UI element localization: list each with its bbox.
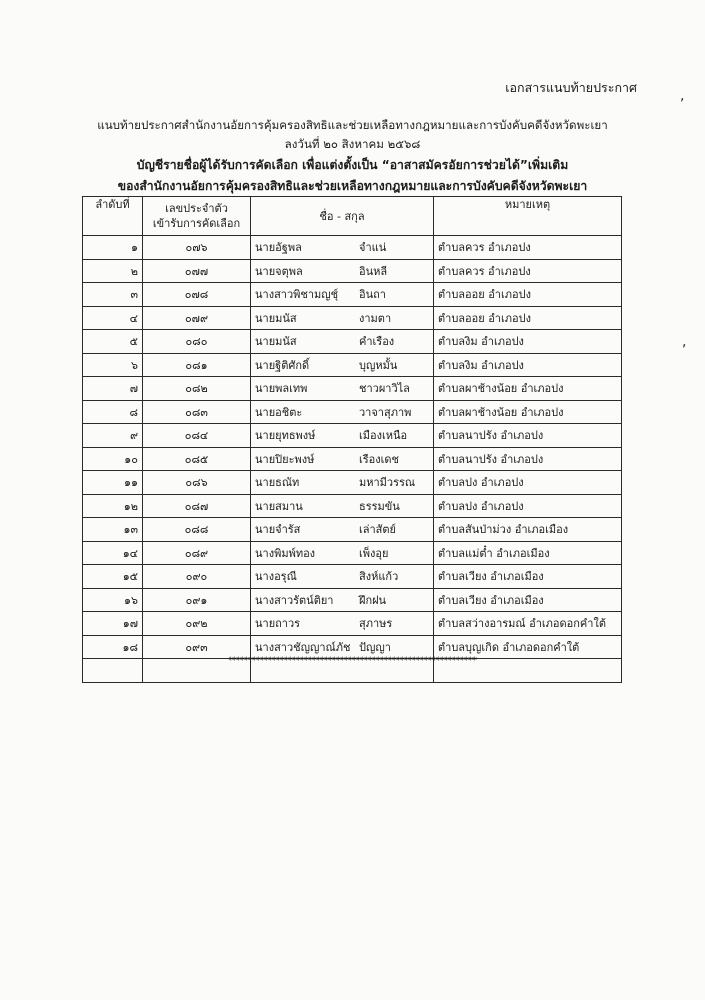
- candidate-code: ๐๗๗: [143, 259, 251, 283]
- first-name: นายมนัส: [255, 335, 297, 349]
- table-row: [83, 588, 622, 612]
- header-code: [143, 197, 251, 236]
- first-name: นายถาวร: [255, 617, 301, 631]
- candidate-code: ๐๙๑: [143, 588, 251, 612]
- row-number: ๑๑: [83, 471, 143, 495]
- row-number: ๑: [83, 236, 143, 260]
- remark: ตำบลงิม อำเภอปง: [434, 330, 622, 354]
- header-note: หมายเหตุ: [434, 197, 622, 236]
- row-number: ๕: [83, 330, 143, 354]
- candidate-code: ๐๘๓: [143, 400, 251, 424]
- full-name-cell: [251, 494, 434, 518]
- table-row: [83, 612, 622, 636]
- full-name-cell: [251, 259, 434, 283]
- full-name-cell: [251, 471, 434, 495]
- candidate-code: ๐๘๒: [143, 377, 251, 401]
- full-name-cell: [251, 635, 434, 659]
- last-name: เรืองเดช: [359, 452, 400, 466]
- first-name: นางสาวชัญญาณ์ภัช: [255, 640, 351, 654]
- last-name: ธรรมขัน: [359, 499, 400, 513]
- attachment-label: เอกสารแนบท้ายประกาศ: [505, 80, 637, 95]
- remark: ตำบลออย อำเภอปง: [434, 283, 622, 307]
- table-row: [83, 400, 622, 424]
- footer-divider: **************************************************************: [228, 656, 477, 666]
- full-name-cell: [251, 377, 434, 401]
- table-row: [83, 236, 622, 260]
- candidate-code: ๐๙๓: [143, 635, 251, 659]
- full-name-cell: [251, 518, 434, 542]
- last-name: ชาวผาวิไล: [359, 382, 410, 396]
- full-name-cell: [251, 447, 434, 471]
- remark: ตำบลสว่างอารมณ์ อำเภอดอกคำใต้: [434, 612, 622, 636]
- row-number: ๑๒: [83, 494, 143, 518]
- first-name: นายฐิติศักดิ์: [255, 358, 310, 372]
- remark: ตำบลปง อำเภอปง: [434, 494, 622, 518]
- last-name: ฝึกฝน: [359, 593, 387, 607]
- first-name: นายอชิตะ: [255, 405, 303, 419]
- full-name-cell: [251, 612, 434, 636]
- remark: ตำบลผาช้างน้อย อำเภอปง: [434, 377, 622, 401]
- row-number: ๖: [83, 353, 143, 377]
- full-name-cell: [251, 236, 434, 260]
- first-name: นางสาวรัตน์ติยา: [255, 593, 334, 607]
- first-name: นายสมาน: [255, 499, 303, 513]
- table-row: [83, 541, 622, 565]
- row-number: ๑๓: [83, 518, 143, 542]
- last-name: สุภาษร: [359, 617, 393, 631]
- remark: ตำบลสันป่าม่วง อำเภอเมือง: [434, 518, 622, 542]
- table-row: [83, 377, 622, 401]
- last-name: สิงห์แก้ว: [359, 570, 399, 584]
- row-number: ๑๗: [83, 612, 143, 636]
- remark: ตำบลงิม อำเภอปง: [434, 353, 622, 377]
- candidate-code: ๐๘๔: [143, 424, 251, 448]
- header-announcement-line: แนบท้ายประกาศสำนักงานอัยการคุ้มครองสิทธิและช่วยเหลือทางกฎหมายและการบังคับคดีจังหวัดพะเยา: [97, 118, 608, 132]
- first-name: นายพลเทพ: [255, 382, 308, 396]
- header-date-line: ลงวันที่ ๒๐ สิงหาคม ๒๕๖๘: [284, 137, 421, 151]
- first-name: นายยุทธพงษ์: [255, 429, 316, 443]
- document-title: บัญชีรายชื่อผู้ได้รับการคัดเลือก เพื่อแต่งตั้งเป็น “อาสาสมัครอัยการช่วยได้”เพิ่มเติม: [136, 158, 569, 172]
- last-name: คำเรือง: [359, 335, 395, 349]
- first-name: นางสาวพิชามญชุ์: [255, 288, 339, 302]
- candidate-code: ๐๘๑: [143, 353, 251, 377]
- row-number: ๘: [83, 400, 143, 424]
- last-name: งามตา: [359, 311, 392, 325]
- stray-mark-mid: ,: [682, 334, 687, 350]
- stray-mark-top: ,: [680, 88, 685, 104]
- row-number: ๑๘: [83, 635, 143, 659]
- header-name: ชื่อ - สกุล: [251, 197, 434, 236]
- first-name: นายจำรัส: [255, 523, 301, 537]
- roster-body: [83, 236, 622, 683]
- table-row: [83, 565, 622, 589]
- row-number: ๑๖: [83, 588, 143, 612]
- last-name: บุญหมั้น: [359, 358, 398, 372]
- full-name-cell: [251, 283, 434, 307]
- remark: ตำบลเวียง อำเภอเมือง: [434, 565, 622, 589]
- remark: ตำบลนาปรัง อำเภอปง: [434, 424, 622, 448]
- last-name: อินถา: [359, 288, 386, 302]
- table-row: [83, 283, 622, 307]
- table-row: [83, 518, 622, 542]
- full-name-cell: [251, 400, 434, 424]
- last-name: มหามีวรรณ: [359, 476, 416, 490]
- remark: ตำบลควร อำเภอปง: [434, 259, 622, 283]
- candidate-code: ๐๘๘: [143, 518, 251, 542]
- full-name-cell: [251, 330, 434, 354]
- first-name: นายมนัส: [255, 311, 297, 325]
- candidate-code: ๐๘๗: [143, 494, 251, 518]
- full-name-cell: [251, 306, 434, 330]
- remark: ตำบลบุญเกิด อำเภอดอกคำใต้: [434, 635, 622, 659]
- full-name-cell: [251, 588, 434, 612]
- table-row: [83, 424, 622, 448]
- candidate-code: ๐๙๒: [143, 612, 251, 636]
- remark: ตำบลออย อำเภอปง: [434, 306, 622, 330]
- last-name: เพ็งอุย: [359, 546, 389, 560]
- remark: ตำบลปง อำเภอปง: [434, 471, 622, 495]
- remark: ตำบลเวียง อำเภอเมือง: [434, 588, 622, 612]
- full-name-cell: [251, 565, 434, 589]
- first-name: นายจตุพล: [255, 264, 303, 278]
- full-name-cell: [251, 424, 434, 448]
- table-row: [83, 494, 622, 518]
- table-row: [83, 471, 622, 495]
- table-header-row: [83, 197, 622, 236]
- candidate-code: ๐๘๖: [143, 471, 251, 495]
- row-number: ๙: [83, 424, 143, 448]
- last-name: อินหลี: [359, 264, 388, 278]
- full-name-cell: [251, 353, 434, 377]
- header-code-line2: เข้ารับการคัดเลือก: [152, 217, 241, 230]
- table-row: [83, 306, 622, 330]
- table-row: [83, 259, 622, 283]
- table-row: [83, 330, 622, 354]
- last-name: เมืองเหนือ: [359, 429, 408, 443]
- candidate-code: ๐๘๕: [143, 447, 251, 471]
- row-number: ๑๔: [83, 541, 143, 565]
- last-name: จำแน่: [359, 241, 387, 255]
- table-row: [83, 353, 622, 377]
- remark: ตำบลควร อำเภอปง: [434, 236, 622, 260]
- row-number: ๒: [83, 259, 143, 283]
- remark: ตำบลผาช้างน้อย อำเภอปง: [434, 400, 622, 424]
- first-name: นายอัฐพล: [255, 241, 302, 255]
- first-name: นางพิมพ์ทอง: [255, 546, 316, 560]
- table-row: [83, 447, 622, 471]
- remark: ตำบลแม่ต๋ำ อำเภอเมือง: [434, 541, 622, 565]
- last-name: วาจาสุภาพ: [359, 405, 412, 419]
- document-subtitle: ของสำนักงานอัยการคุ้มครองสิทธิและช่วยเหลือทางกฎหมายและการบังคับคดีจังหวัดพะเยา: [117, 179, 588, 193]
- first-name: นายปิยะพงษ์: [255, 452, 315, 466]
- first-name: นายธณัท: [255, 476, 300, 490]
- roster-table: [82, 196, 622, 683]
- row-number: ๗: [83, 377, 143, 401]
- candidate-code: ๐๗๙: [143, 306, 251, 330]
- row-number: ๑๐: [83, 447, 143, 471]
- candidate-code: ๐๙๐: [143, 565, 251, 589]
- candidate-code: ๐๗๘: [143, 283, 251, 307]
- candidate-code: ๐๘๐: [143, 330, 251, 354]
- header-no: ลำดับที่: [83, 197, 143, 236]
- last-name: เล่าสัตย์: [359, 523, 396, 537]
- first-name: นางอรุณี: [255, 570, 297, 584]
- table-row: [83, 635, 622, 659]
- remark: ตำบลนาปรัง อำเภอปง: [434, 447, 622, 471]
- row-number: ๔: [83, 306, 143, 330]
- candidate-code: ๐๘๙: [143, 541, 251, 565]
- row-number: ๓: [83, 283, 143, 307]
- row-number: ๑๕: [83, 565, 143, 589]
- header-code-line1: เลขประจำตัว: [165, 202, 228, 215]
- full-name-cell: [251, 541, 434, 565]
- last-name: ปัญญา: [359, 640, 391, 654]
- candidate-code: ๐๗๖: [143, 236, 251, 260]
